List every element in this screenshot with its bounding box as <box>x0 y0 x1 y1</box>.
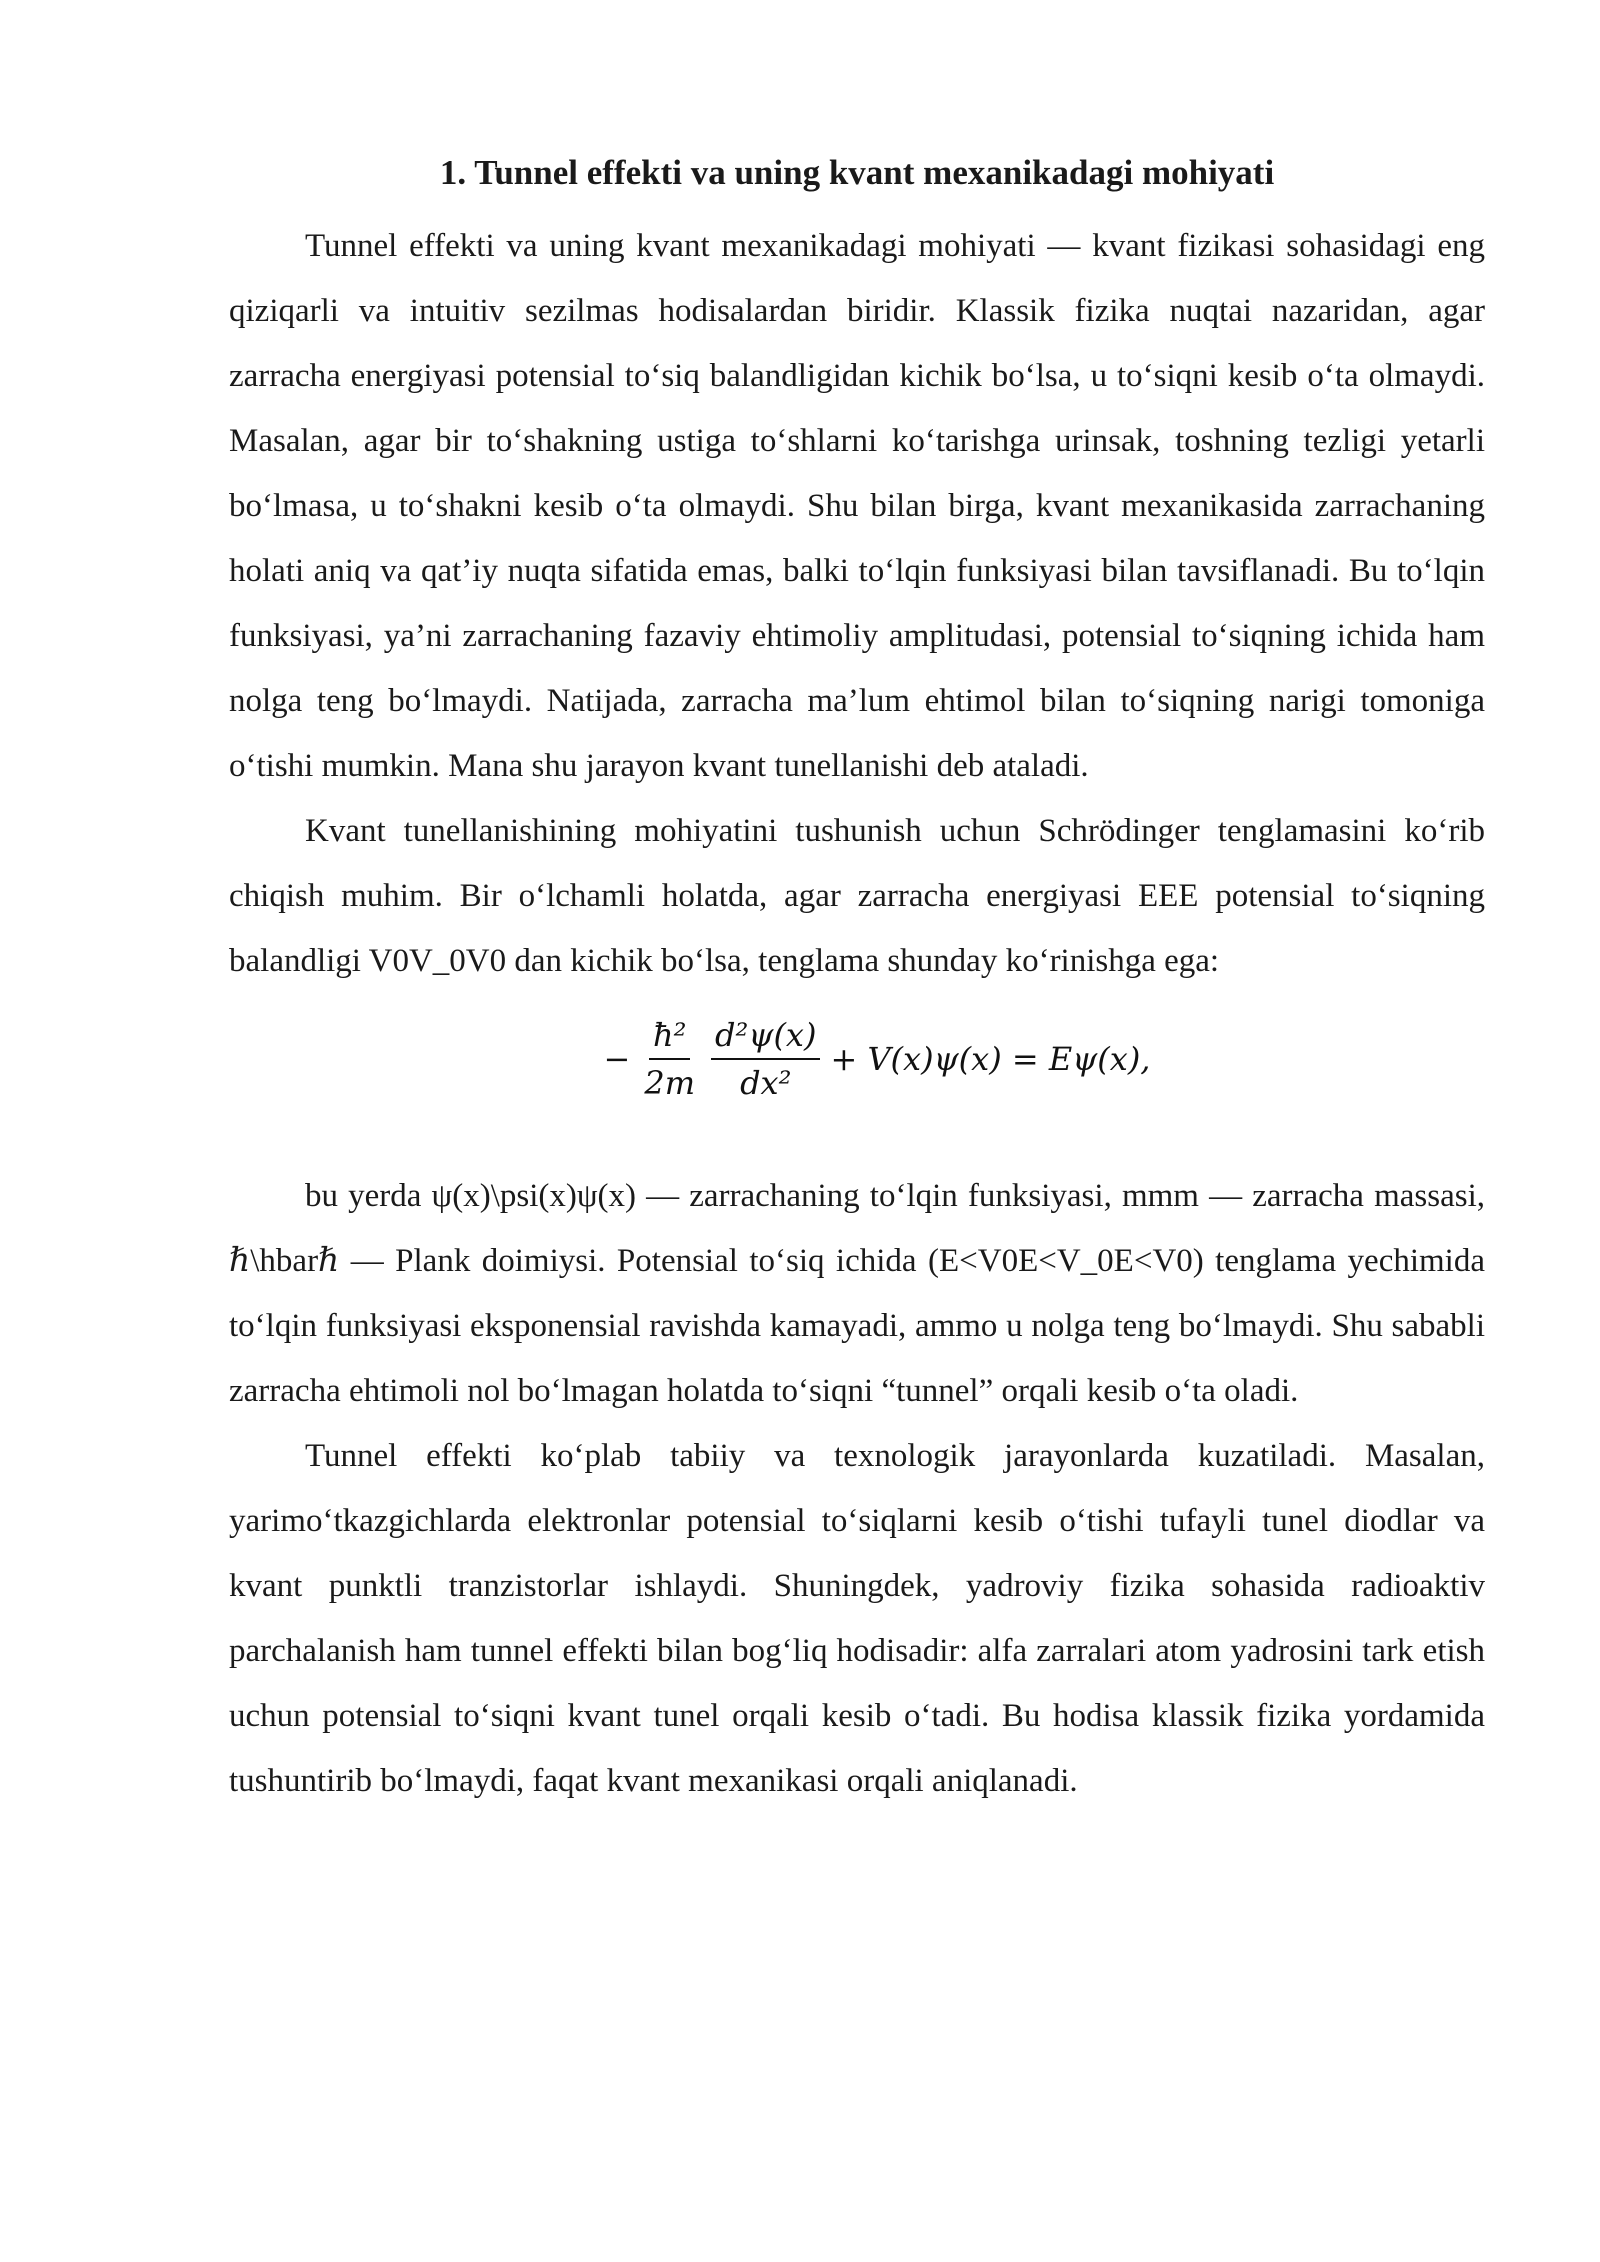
paragraph-intro: Tunnel effekti va uning kvant mexanikadagi mohiyati — kvant fizikasi sohasidagi eng qiziqarli va intuitiv sezilmas hodisalardan biridir. Klassik fizika nuqtai nazaridan, agar zarracha energiyasi potensial to‘siq balandligidan kichik bo‘lsa, u to‘siqni kesib o‘ta olmaydi. Masalan, agar bir to‘shakning ustiga to‘shlarni ko‘tarishga urinsak, toshning tezligi yetarli bo‘lmasa, u to‘shakni kesib o‘ta olmaydi. Shu bilan birga, kvant mexanikasida zarrachaning holati aniq va qat’iy nuqta sifatida emas, balki to‘lqin funksiyasi bilan tavsiflanadi. Bu to‘lqin funksiyasi, ya’ni zarrachaning fazaviy ehtimoliy amplitudasi, potensial to‘siqning ichida ham nolga teng bo‘lmaydi. Natijada, zarracha ma’lum ehtimol bilan to‘siqning narigi tomoniga o‘tishi mumkin. Mana shu jarayon kvant tunellanishi deb ataladi. <box>229 228 1485 784</box>
equation-hbar-squared: ħ² <box>649 1016 690 1060</box>
equation-fraction-hbar <box>640 1016 699 1102</box>
equation-dx2: dx² <box>740 1064 792 1102</box>
paragraph-schrodinger: Kvant tunellanishining mohiyatini tushunish uchun Schrödinger tenglamasini ko‘rib chiqish muhim. Bir o‘lchamli holatda, agar zarracha energiyasi EEE potensial to‘siqning balandligi V0V_0V0 dan kichik bo‘lsa, tenglama shunday ko‘rinishga ega: <box>229 813 1485 979</box>
spacer <box>229 1124 1485 1164</box>
section-title: 1. Tunnel effekti va uning kvant mexanikadagi mohiyati <box>439 153 1275 192</box>
equation-row <box>564 1016 1151 1102</box>
schrodinger-equation <box>229 994 1485 1124</box>
equation-d2psi: d²ψ(x) <box>711 1016 820 1060</box>
equation-rest: + V(x)ψ(x) = Eψ(x), <box>830 1040 1151 1078</box>
paragraph-applications: Tunnel effekti ko‘plab tabiiy va texnologik jarayonlarda kuzatiladi. Masalan, yarimo‘tkazgichlarda elektronlar potensial to‘siqlarni kesib o‘tishi tufayli tunel diodlar va kvant punktli tranzistorlar ishlaydi. Shuningdek, yadroviy fizika sohasida radioaktiv parchalanish ham tunnel effekti bilan bog‘liq hodisadir: alfa zarralari atom yadrosini tark etish uchun potensial to‘siqni kvant tunel orqali kesib o‘tadi. Bu hodisa klassik fizika yordamida tushuntirib bo‘lmaydi, faqat kvant mexanikasi orqali aniqlanadi. <box>229 1438 1485 1799</box>
equation-fraction-derivative <box>711 1016 820 1102</box>
document-body <box>229 150 1485 1814</box>
equation-minus: − <box>603 1040 631 1078</box>
equation-two-m: 2m <box>644 1064 696 1102</box>
paragraph-definitions: bu yerda ψ(x)\psi(x)ψ(x) — zarrachaning to‘lqin funksiyasi, mmm — zarracha massasi, ℏ\hbarℏ — Plank doimiysi. Potensial to‘siq ichida (E<V0E<V_0E<V0) tenglama yechimida to‘lqin funksiyasi eksponensial ravishda kamayadi, ammo u nolga teng bo‘lmaydi. Shu sababli zarracha ehtimoli nol bo‘lmagan holatda to‘siqni “tunnel” orqali kesib o‘ta oladi. <box>229 1178 1485 1409</box>
